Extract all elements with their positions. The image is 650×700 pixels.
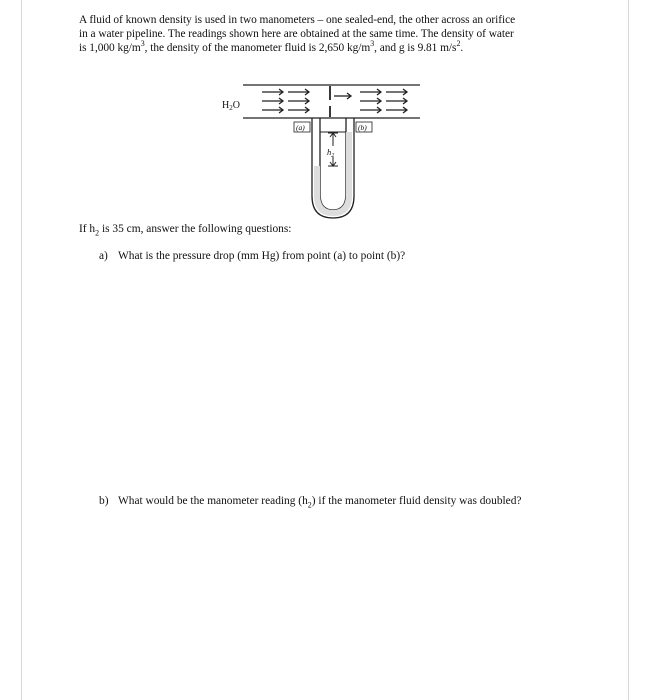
intro-text-end: is 35 cm, answer the following questions:: [99, 223, 292, 235]
manometer-figure: [200, 60, 450, 220]
question-a: [99, 249, 405, 263]
exponent: 2: [456, 39, 461, 49]
question-intro: [79, 222, 291, 236]
flow-arrows: [262, 89, 407, 113]
period: .: [460, 42, 464, 54]
question-b-text-end: ) if the manometer fluid density was doubled?: [311, 495, 522, 507]
manometer-diagram: [200, 60, 450, 220]
question-b: [99, 494, 522, 508]
question-b-letter: b): [99, 495, 109, 507]
question-a-letter: a): [99, 250, 108, 262]
question-b-text: What would be the manometer reading (h: [118, 495, 308, 507]
exponent: 3: [140, 39, 145, 49]
point-a-label: (a): [296, 123, 305, 132]
fluid-label: $H_2O$: [222, 100, 240, 112]
intro-text: If h: [79, 223, 96, 235]
exponent: 3: [370, 39, 375, 49]
problem-line-1: A fluid of known density is used in two manometers – one sealed-end, the other across an orifice: [79, 14, 516, 26]
page-border-left: [21, 0, 22, 700]
reading-label: $h_2$: [327, 147, 335, 159]
problem-line-3: [79, 41, 579, 55]
subscript: 2: [307, 500, 312, 510]
problem-line-2: in a water pipeline. The readings shown here are obtained at the same time. The density of water: [79, 28, 514, 40]
page-border-right: [628, 0, 629, 700]
fluid-density-text: , the density of the manometer fluid is 2,650 kg/m: [144, 42, 371, 54]
water-density-text: is 1,000 kg/m: [79, 42, 141, 54]
question-a-text: What is the pressure drop (mm Hg) from point (a) to point (b)?: [118, 250, 406, 262]
point-b-label: (b): [358, 123, 367, 132]
subscript: 2: [95, 228, 100, 238]
problem-statement: [79, 13, 579, 55]
gravity-text: , and g is 9.81 m/s: [374, 42, 457, 54]
